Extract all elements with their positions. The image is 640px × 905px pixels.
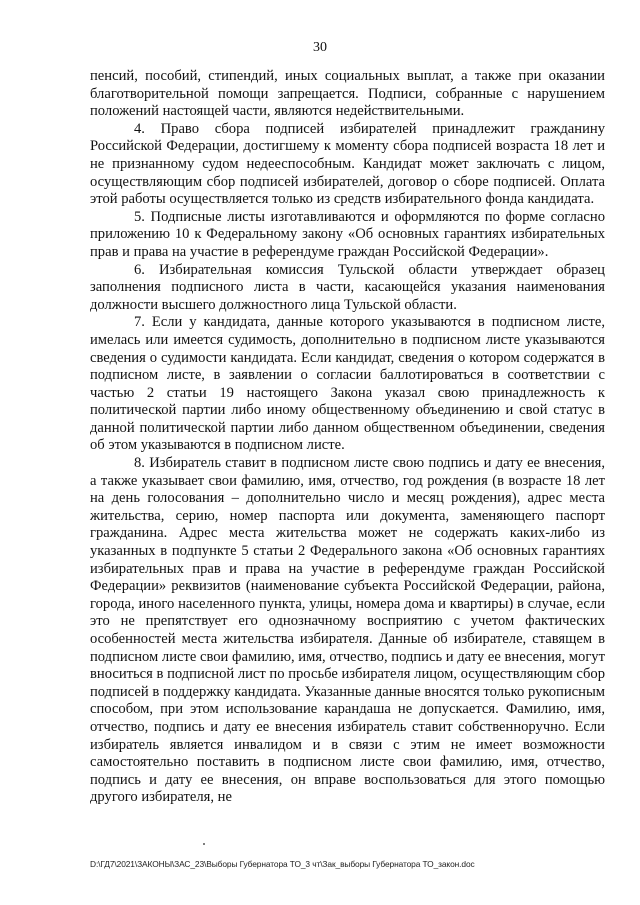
paragraph-6: 6. Избирательная комиссия Тульской области утверждает образец заполнения подписного листа в части, касающейся указания наименования должности высшего должностного лица Тульской области. bbox=[90, 261, 605, 313]
paragraph-4: 4. Право сбора подписей избирателей принадлежит гражданину Российской Федерации, достигшему к моменту сбора подписей возраста 18 лет и не признанному судом недееспособным. Кандидат может заключать с лицом, осуществляющим сбор подписей избирателей, договор о сборе подписей. Оплата этой работы осуществляется только из средств избирательного фонда кандидата. bbox=[90, 120, 605, 208]
file-path-footer: D:\ГД7\2021\ЗАКОНЫ\ЗАС_23\Выборы Губернатора ТО_3 чт\Зак_выборы Губернатора ТО_закон.doc bbox=[90, 859, 475, 869]
paragraph-continuation: пенсий, пособий, стипендий, иных социальных выплат, а также при оказании благотворительной помощи запрещается. Подписи, собранные с нарушением положений настоящей части, являются недействительными. bbox=[90, 68, 605, 120]
page-number: 30 bbox=[313, 40, 327, 55]
paragraph-8: 8. Избиратель ставит в подписном листе свою подпись и дату ее внесения, а также указывает свои фамилию, имя, отчество, год рождения (в возрасте 18 лет на день голосования – дополнительно число и месяц рождения), адрес места жительства, серию, номер паспорта или документа, заменяющего паспорт гражданина. Адрес места жительства может не содержать каких-либо из указанных в подпункте 5 статьи 2 Федерального закона «Об основных гарантиях избирательных прав и права на участие в референдуме граждан Российской Федерации» реквизитов (наименование субъекта Российской Федерации, района, города, иного населенного пункта, улицы, номера дома и квартиры) в случае, если это не препятствует его однозначному восприятию с учетом фактических особенностей места жительства избирателя. Данные об избирателе, ставящем в подписном листе свои фамилию, имя, отчество, подпись и дату ее внесения, могут вноситься в подписной лист по просьбе избирателя лицом, осуществляющим сбор подписей в поддержку кандидата. Указанные данные вносятся только рукописным способом, при этом использование карандаша не допускается. Фамилию, имя, отчество, подпись и дату ее внесения избиратель ставит собственноручно. Если избиратель является инвалидом и в связи с этим не имеет возможности самостоятельно поставить в подписном листе свои фамилию, имя, отчество, подпись и дату ее внесения, он вправе воспользоваться для этого помощью другого избирателя, не bbox=[90, 455, 605, 806]
paragraph-5: 5. Подписные листы изготавливаются и оформляются по форме согласно приложению 10 к Федеральному закону «Об основных гарантиях избирательных прав и права на участие в референдуме граждан Российской Федерации». bbox=[90, 208, 605, 260]
paragraph-7: 7. Если у кандидата, данные которого указываются в подписном листе, имелась или имеется судимость, дополнительно в подписном листе указываются сведения о судимости кандидата. Если кандидат, сведения о котором содержатся в подписном листе, в заявлении о согласии баллотироваться в соответствии с частью 2 статьи 19 настоящего Закона указал свою принадлежность к политической партии либо иному общественному объединению и свой статус в данной политической партии либо данном общественном объединении, сведения об этом указываются в подписном листе. bbox=[90, 314, 605, 454]
document-body bbox=[90, 68, 605, 807]
scan-speck bbox=[203, 843, 205, 845]
